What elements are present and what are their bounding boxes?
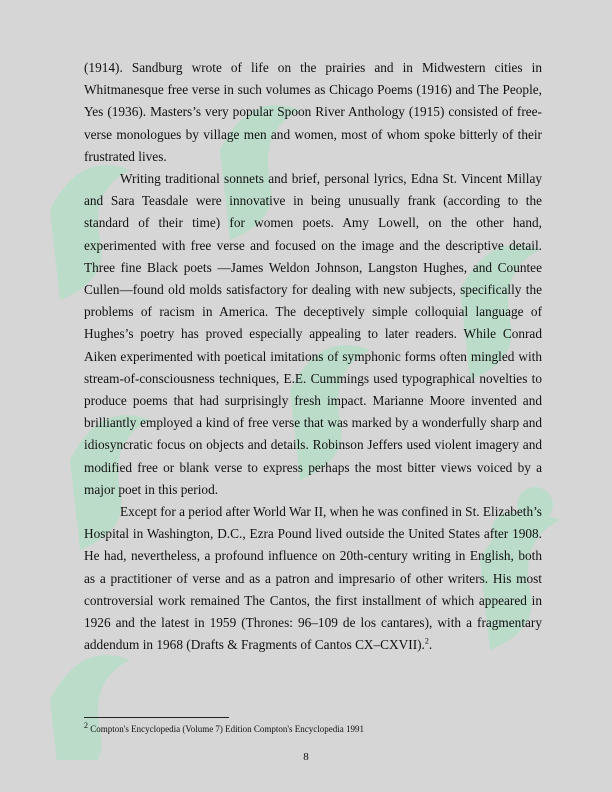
footnote-marker: 2: [84, 721, 88, 730]
body-text: [84, 57, 542, 656]
paragraph-2: Writing traditional sonnets and brief, personal lyrics, Edna St. Vincent Millay and Sara Teasdale were innovative in being unusually frank (according to the standard of their time) for women poets. Amy Lowell, on the other hand, experimented with free verse and focused on the image and the descriptive detail. Three fine Black poets —James Weldon Johnson, Langston Hughes, and Countee Cullen—found old molds satisfactory for dealing with new subjects, specifically the problems of racism in America. The deceptively simple colloquial language of Hughes’s poetry has proved especially appealing to later readers. While Conrad Aiken experimented with poetical imitations of symphonic forms often mingled with stream-of-consciousness techniques, E.E. Cummings used typographical novelties to produce poems that had surprisingly fresh impact. Marianne Moore invented and brilliantly employed a kind of free verse that was marked by a wonderfully sharp and idiosyncratic focus on objects and details. Robinson Jeffers used violent imagery and modified free or blank verse to express perhaps the most bitter views voiced by a major poet in this period.: [84, 171, 542, 497]
paragraph-1: (1914). Sandburg wrote of life on the prairies and in Midwestern cities in Whitmanesque free verse in such volumes as Chicago Poems (1916) and The People, Yes (1936). Masters’s very popular Spoon River Anthology (1915) consisted of free-verse monologues by village men and women, most of whom spoke bitterly of their frustrated lives.: [84, 60, 542, 164]
footnote-text: Compton's Encyclopedia (Volume 7) Edition Compton's Encyclopedia 1991: [90, 724, 365, 734]
footnote: [84, 721, 542, 735]
paragraph-3-text: Except for a period after World War II, when he was confined in St. Elizabeth’s Hospital in Washington, D.C., Ezra Pound lived outside the United States after 1908. He had, nevertheless, a profound influence on 20th-century writing in English, both as a practitioner of verse and as a patron and impresario of other writers. His most controversial work remained The Cantos, the first installment of which appeared in 1926 and the latest in 1959 (Thrones: 96–109 de los cantares), with a fragmentary addendum in 1968 (Drafts & Fragments of Cantos CX–CXVII).: [84, 504, 542, 653]
footnote-reference[interactable]: 2: [424, 636, 429, 646]
paragraph-3: Except for a period after World War II, when he was confined in St. Elizabeth’s Hospital in Washington, D.C., Ezra Pound lived outside the United States after 1908. He had, nevertheless, a profound influence on 20th-century writing in English, both as a practitioner of verse and as a patron and impresario of other writers. His most controversial work remained The Cantos, the first installment of which appeared in 1926 and the latest in 1959 (Thrones: 96–109 de los cantares), with a fragmentary addendum in 1968 (Drafts & Fragments of Cantos CX–CXVII).$^2$.: [84, 504, 542, 653]
footnote-divider: [84, 717, 229, 718]
page-number: 8: [303, 751, 309, 763]
